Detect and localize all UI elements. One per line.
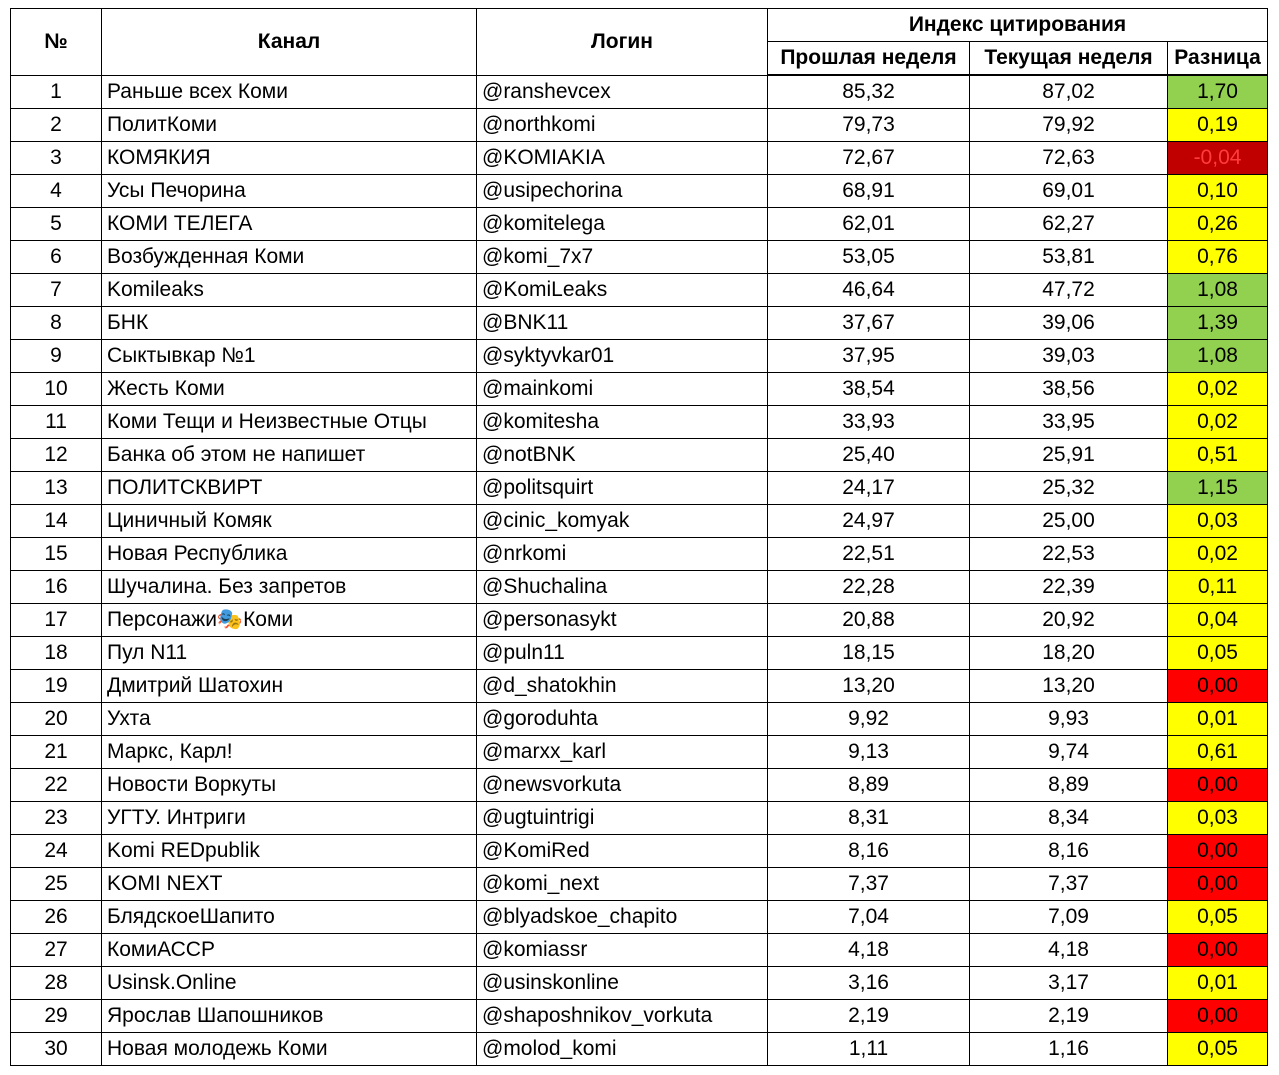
difference-value: 0,03 xyxy=(1168,505,1268,538)
channel-name: Жесть Коми xyxy=(102,373,477,406)
row-number: 28 xyxy=(11,967,102,1000)
current-week-value: 87,02 xyxy=(970,75,1168,109)
previous-week-value: 4,18 xyxy=(768,934,970,967)
difference-value: 0,00 xyxy=(1168,670,1268,703)
login: @shaposhnikov_vorkuta xyxy=(477,1000,768,1033)
table-row xyxy=(11,241,1268,274)
current-week-value: 7,09 xyxy=(970,901,1168,934)
current-week-value: 53,81 xyxy=(970,241,1168,274)
row-number: 25 xyxy=(11,868,102,901)
row-number: 30 xyxy=(11,1033,102,1066)
channel-name: БлядскоеШапито xyxy=(102,901,477,934)
table-row xyxy=(11,670,1268,703)
channel-name: БНК xyxy=(102,307,477,340)
difference-value: 0,00 xyxy=(1168,769,1268,802)
login: @notBNK xyxy=(477,439,768,472)
table-row xyxy=(11,340,1268,373)
current-week-value: 72,63 xyxy=(970,142,1168,175)
previous-week-value: 1,11 xyxy=(768,1033,970,1066)
current-week-value: 39,06 xyxy=(970,307,1168,340)
difference-value: 0,00 xyxy=(1168,1000,1268,1033)
table-row xyxy=(11,868,1268,901)
row-number: 17 xyxy=(11,604,102,637)
difference-value: 0,10 xyxy=(1168,175,1268,208)
login: @newsvorkuta xyxy=(477,769,768,802)
table-row xyxy=(11,604,1268,637)
login: @syktyvkar01 xyxy=(477,340,768,373)
current-week-value: 38,56 xyxy=(970,373,1168,406)
login: @mainkomi xyxy=(477,373,768,406)
table-row xyxy=(11,75,1268,109)
row-number: 9 xyxy=(11,340,102,373)
channel-name: KOMI NEXT xyxy=(102,868,477,901)
previous-week-value: 53,05 xyxy=(768,241,970,274)
table-row xyxy=(11,274,1268,307)
table-row xyxy=(11,439,1268,472)
difference-value: 0,51 xyxy=(1168,439,1268,472)
table-row xyxy=(11,142,1268,175)
login: @usinskonline xyxy=(477,967,768,1000)
row-number: 11 xyxy=(11,406,102,439)
difference-value: 0,02 xyxy=(1168,538,1268,571)
current-week-value: 25,32 xyxy=(970,472,1168,505)
current-week-value: 3,17 xyxy=(970,967,1168,1000)
previous-week-value: 38,54 xyxy=(768,373,970,406)
table-row xyxy=(11,472,1268,505)
row-number: 1 xyxy=(11,75,102,109)
difference-value: -0,04 xyxy=(1168,142,1268,175)
channel-name: КомиАССР xyxy=(102,934,477,967)
login: @marxx_karl xyxy=(477,736,768,769)
table-row xyxy=(11,637,1268,670)
current-week-value: 2,19 xyxy=(970,1000,1168,1033)
row-number: 24 xyxy=(11,835,102,868)
table-row xyxy=(11,703,1268,736)
difference-value: 1,39 xyxy=(1168,307,1268,340)
current-week-value: 33,95 xyxy=(970,406,1168,439)
channel-name: Сыктывкар №1 xyxy=(102,340,477,373)
login: @komitelega xyxy=(477,208,768,241)
previous-week-value: 9,13 xyxy=(768,736,970,769)
row-number: 29 xyxy=(11,1000,102,1033)
login: @ugtuintrigi xyxy=(477,802,768,835)
row-number: 21 xyxy=(11,736,102,769)
previous-week-value: 37,67 xyxy=(768,307,970,340)
login: @KomiRed xyxy=(477,835,768,868)
login: @komitesha xyxy=(477,406,768,439)
row-number: 4 xyxy=(11,175,102,208)
channel-name: Коми Тещи и Неизвестные Отцы xyxy=(102,406,477,439)
current-week-value: 39,03 xyxy=(970,340,1168,373)
channel-name: Ярослав Шапошников xyxy=(102,1000,477,1033)
channel-name: КОМИ ТЕЛЕГА xyxy=(102,208,477,241)
previous-week-value: 2,19 xyxy=(768,1000,970,1033)
login: @personasykt xyxy=(477,604,768,637)
difference-value: 0,76 xyxy=(1168,241,1268,274)
current-week-value: 22,39 xyxy=(970,571,1168,604)
difference-value: 0,00 xyxy=(1168,868,1268,901)
current-week-value: 25,91 xyxy=(970,439,1168,472)
table-row xyxy=(11,1000,1268,1033)
previous-week-value: 22,28 xyxy=(768,571,970,604)
row-number: 15 xyxy=(11,538,102,571)
channel-name: Дмитрий Шатохин xyxy=(102,670,477,703)
row-number: 13 xyxy=(11,472,102,505)
difference-value: 0,19 xyxy=(1168,109,1268,142)
login: @BNK11 xyxy=(477,307,768,340)
citation-index-table xyxy=(10,8,1268,1066)
difference-value: 1,08 xyxy=(1168,340,1268,373)
previous-week-value: 7,04 xyxy=(768,901,970,934)
channel-name: Усы Печорина xyxy=(102,175,477,208)
channel-name: УГТУ. Интриги xyxy=(102,802,477,835)
previous-week-value: 24,97 xyxy=(768,505,970,538)
login: @blyadskoe_chapito xyxy=(477,901,768,934)
difference-value: 0,03 xyxy=(1168,802,1268,835)
channel-name: Банка об этом не напишет xyxy=(102,439,477,472)
table-row xyxy=(11,967,1268,1000)
difference-value: 0,05 xyxy=(1168,637,1268,670)
table-row xyxy=(11,406,1268,439)
header-login: Логин xyxy=(477,9,768,76)
difference-value: 0,26 xyxy=(1168,208,1268,241)
current-week-value: 1,16 xyxy=(970,1033,1168,1066)
channel-name: Usinsk.Online xyxy=(102,967,477,1000)
previous-week-value: 79,73 xyxy=(768,109,970,142)
channel-name: Раньше всех Коми xyxy=(102,75,477,109)
difference-value: 0,61 xyxy=(1168,736,1268,769)
row-number: 26 xyxy=(11,901,102,934)
login: @Shuchalina xyxy=(477,571,768,604)
row-number: 20 xyxy=(11,703,102,736)
channel-name: Персонажи🎭Коми xyxy=(102,604,477,637)
previous-week-value: 24,17 xyxy=(768,472,970,505)
current-week-value: 18,20 xyxy=(970,637,1168,670)
table-row xyxy=(11,307,1268,340)
channel-name: Пул N11 xyxy=(102,637,477,670)
difference-value: 0,02 xyxy=(1168,373,1268,406)
difference-value: 1,70 xyxy=(1168,75,1268,109)
previous-week-value: 13,20 xyxy=(768,670,970,703)
row-number: 3 xyxy=(11,142,102,175)
row-number: 19 xyxy=(11,670,102,703)
table-row xyxy=(11,208,1268,241)
row-number: 16 xyxy=(11,571,102,604)
previous-week-value: 18,15 xyxy=(768,637,970,670)
channel-name: Komileaks xyxy=(102,274,477,307)
current-week-value: 9,93 xyxy=(970,703,1168,736)
current-week-value: 13,20 xyxy=(970,670,1168,703)
previous-week-value: 72,67 xyxy=(768,142,970,175)
row-number: 22 xyxy=(11,769,102,802)
current-week-value: 8,16 xyxy=(970,835,1168,868)
header-number: № xyxy=(11,9,102,76)
previous-week-value: 8,16 xyxy=(768,835,970,868)
table-row xyxy=(11,175,1268,208)
previous-week-value: 20,88 xyxy=(768,604,970,637)
current-week-value: 25,00 xyxy=(970,505,1168,538)
previous-week-value: 85,32 xyxy=(768,75,970,109)
login: @molod_komi xyxy=(477,1033,768,1066)
row-number: 2 xyxy=(11,109,102,142)
header-citation-index: Индекс цитирования xyxy=(768,9,1268,42)
current-week-value: 8,34 xyxy=(970,802,1168,835)
previous-week-value: 62,01 xyxy=(768,208,970,241)
login: @KOMIAKIA xyxy=(477,142,768,175)
row-number: 7 xyxy=(11,274,102,307)
table-row xyxy=(11,934,1268,967)
channel-name: Новая молодежь Коми xyxy=(102,1033,477,1066)
current-week-value: 9,74 xyxy=(970,736,1168,769)
row-number: 14 xyxy=(11,505,102,538)
row-number: 10 xyxy=(11,373,102,406)
table-row xyxy=(11,505,1268,538)
header-current-week: Текущая неделя xyxy=(970,42,1168,76)
previous-week-value: 7,37 xyxy=(768,868,970,901)
previous-week-value: 22,51 xyxy=(768,538,970,571)
row-number: 6 xyxy=(11,241,102,274)
table-row xyxy=(11,901,1268,934)
login: @d_shatokhin xyxy=(477,670,768,703)
login: @northkomi xyxy=(477,109,768,142)
difference-value: 0,02 xyxy=(1168,406,1268,439)
login: @komiassr xyxy=(477,934,768,967)
table-row xyxy=(11,835,1268,868)
difference-value: 0,05 xyxy=(1168,1033,1268,1066)
header-previous-week: Прошлая неделя xyxy=(768,42,970,76)
table-row xyxy=(11,802,1268,835)
previous-week-value: 68,91 xyxy=(768,175,970,208)
difference-value: 0,05 xyxy=(1168,901,1268,934)
channel-name: Возбужденная Коми xyxy=(102,241,477,274)
difference-value: 1,08 xyxy=(1168,274,1268,307)
difference-value: 0,00 xyxy=(1168,934,1268,967)
current-week-value: 22,53 xyxy=(970,538,1168,571)
difference-value: 0,04 xyxy=(1168,604,1268,637)
channel-name: Komi REDpublik xyxy=(102,835,477,868)
difference-value: 1,15 xyxy=(1168,472,1268,505)
login: @usipechorina xyxy=(477,175,768,208)
previous-week-value: 46,64 xyxy=(768,274,970,307)
login: @goroduhta xyxy=(477,703,768,736)
channel-name: Новости Воркуты xyxy=(102,769,477,802)
row-number: 23 xyxy=(11,802,102,835)
current-week-value: 4,18 xyxy=(970,934,1168,967)
login: @cinic_komyak xyxy=(477,505,768,538)
channel-name: ПОЛИТСКВИРТ xyxy=(102,472,477,505)
previous-week-value: 9,92 xyxy=(768,703,970,736)
row-number: 27 xyxy=(11,934,102,967)
difference-value: 0,01 xyxy=(1168,967,1268,1000)
table-row xyxy=(11,736,1268,769)
current-week-value: 8,89 xyxy=(970,769,1168,802)
channel-name: КОМЯКИЯ xyxy=(102,142,477,175)
current-week-value: 69,01 xyxy=(970,175,1168,208)
previous-week-value: 33,93 xyxy=(768,406,970,439)
channel-name: ПолитКоми xyxy=(102,109,477,142)
difference-value: 0,00 xyxy=(1168,835,1268,868)
row-number: 18 xyxy=(11,637,102,670)
current-week-value: 47,72 xyxy=(970,274,1168,307)
header-difference: Разница xyxy=(1168,42,1268,76)
channel-name: Циничный Комяк xyxy=(102,505,477,538)
row-number: 12 xyxy=(11,439,102,472)
channel-name: Маркс, Карл! xyxy=(102,736,477,769)
login: @KomiLeaks xyxy=(477,274,768,307)
header-channel: Канал xyxy=(102,9,477,76)
table-row xyxy=(11,109,1268,142)
table-row xyxy=(11,373,1268,406)
channel-name: Шучалина. Без запретов xyxy=(102,571,477,604)
login: @komi_next xyxy=(477,868,768,901)
previous-week-value: 37,95 xyxy=(768,340,970,373)
table-row xyxy=(11,1033,1268,1066)
current-week-value: 20,92 xyxy=(970,604,1168,637)
previous-week-value: 8,89 xyxy=(768,769,970,802)
login: @puln11 xyxy=(477,637,768,670)
previous-week-value: 25,40 xyxy=(768,439,970,472)
table-row xyxy=(11,538,1268,571)
table-row xyxy=(11,769,1268,802)
channel-name: Ухта xyxy=(102,703,477,736)
previous-week-value: 3,16 xyxy=(768,967,970,1000)
current-week-value: 62,27 xyxy=(970,208,1168,241)
login: @ranshevcex xyxy=(477,75,768,109)
channel-name: Новая Республика xyxy=(102,538,477,571)
difference-value: 0,01 xyxy=(1168,703,1268,736)
row-number: 5 xyxy=(11,208,102,241)
table-row xyxy=(11,571,1268,604)
current-week-value: 7,37 xyxy=(970,868,1168,901)
current-week-value: 79,92 xyxy=(970,109,1168,142)
login: @politsquirt xyxy=(477,472,768,505)
row-number: 8 xyxy=(11,307,102,340)
difference-value: 0,11 xyxy=(1168,571,1268,604)
login: @nrkomi xyxy=(477,538,768,571)
previous-week-value: 8,31 xyxy=(768,802,970,835)
login: @komi_7x7 xyxy=(477,241,768,274)
